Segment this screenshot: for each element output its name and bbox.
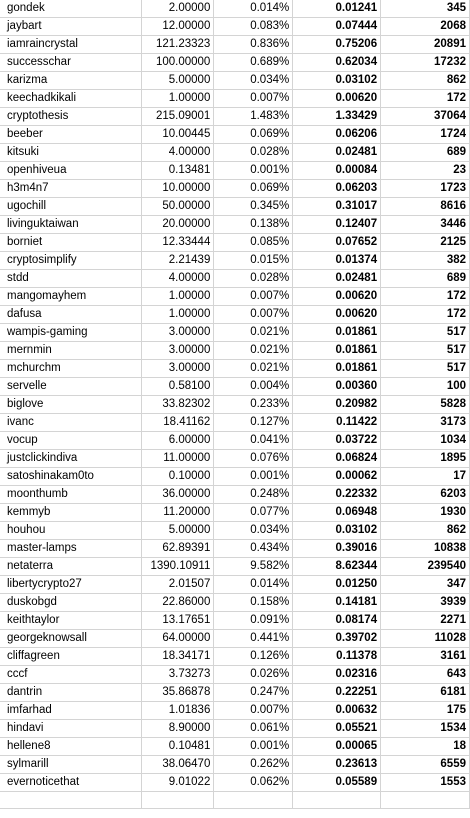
cell-amount[interactable]: 12.00000 [142,18,214,36]
cell-percent[interactable]: 0.034% [214,72,293,90]
cell-count[interactable]: 347 [381,576,470,594]
cell-count[interactable]: 6559 [381,756,470,774]
cell-percent[interactable]: 0.021% [214,324,293,342]
cell-name[interactable]: biglove [0,396,142,414]
cell-count[interactable]: 172 [381,306,470,324]
table-row [0,234,470,252]
cell-share[interactable]: 0.22332 [293,486,381,504]
cell-amount[interactable]: 3.00000 [142,360,214,378]
empty-cell[interactable] [293,792,381,809]
cell-name[interactable]: cccf [0,666,142,684]
cell-count[interactable]: 3161 [381,648,470,666]
empty-cell[interactable] [381,792,470,809]
cell-name[interactable]: vocup [0,432,142,450]
cell-name[interactable]: hindavi [0,720,142,738]
table-row [0,36,470,54]
cell-name[interactable]: beeber [0,126,142,144]
cell-amount[interactable]: 3.00000 [142,342,214,360]
cell-count[interactable]: 18 [381,738,470,756]
cell-count[interactable]: 2068 [381,18,470,36]
cell-amount[interactable]: 3.73273 [142,666,214,684]
cell-name[interactable]: moonthumb [0,486,142,504]
cell-name[interactable]: ugochill [0,198,142,216]
cell-amount[interactable]: 33.82302 [142,396,214,414]
cell-amount[interactable]: 18.34171 [142,648,214,666]
cell-count[interactable]: 172 [381,90,470,108]
cell-amount[interactable]: 18.41162 [142,414,214,432]
cell-name[interactable]: netaterra [0,558,142,576]
cell-name[interactable]: openhiveua [0,162,142,180]
cell-share[interactable]: 0.03102 [293,72,381,90]
cell-count[interactable]: 17232 [381,54,470,72]
cell-name[interactable]: gondek [0,0,142,18]
cell-percent[interactable]: 0.015% [214,252,293,270]
cell-share[interactable]: 0.00620 [293,90,381,108]
cell-percent[interactable]: 0.091% [214,612,293,630]
cell-name[interactable]: sylmarill [0,756,142,774]
cell-name[interactable]: stdd [0,270,142,288]
table-row [0,108,470,126]
cell-name[interactable]: borniet [0,234,142,252]
cell-count[interactable]: 1930 [381,504,470,522]
table-row [0,756,470,774]
cell-share[interactable]: 0.00065 [293,738,381,756]
cell-share[interactable]: 0.01250 [293,576,381,594]
cell-count[interactable]: 517 [381,360,470,378]
cell-share[interactable]: 0.00360 [293,378,381,396]
table-row [0,432,470,450]
cell-percent[interactable]: 0.007% [214,306,293,324]
cell-name[interactable]: kitsuki [0,144,142,162]
table-row [0,144,470,162]
cell-share[interactable]: 0.05589 [293,774,381,792]
cell-share[interactable]: 0.05521 [293,720,381,738]
cell-percent[interactable]: 0.001% [214,468,293,486]
cell-share[interactable]: 0.07652 [293,234,381,252]
table-row [0,270,470,288]
cell-name[interactable]: jaybart [0,18,142,36]
cell-amount[interactable]: 1.01836 [142,702,214,720]
cell-name[interactable]: dantrin [0,684,142,702]
cell-share[interactable]: 0.06948 [293,504,381,522]
table-row [0,342,470,360]
cell-count[interactable]: 3939 [381,594,470,612]
cell-percent[interactable]: 0.836% [214,36,293,54]
cell-count[interactable]: 17 [381,468,470,486]
cell-amount[interactable]: 10.00000 [142,180,214,198]
cell-name[interactable]: mernmin [0,342,142,360]
table-row [0,630,470,648]
cell-share[interactable]: 1.33429 [293,108,381,126]
cell-count[interactable]: 6203 [381,486,470,504]
cell-percent[interactable]: 0.007% [214,90,293,108]
table-row [0,558,470,576]
cell-share[interactable]: 0.03722 [293,432,381,450]
cell-percent[interactable]: 0.069% [214,180,293,198]
cell-amount[interactable]: 2.00000 [142,0,214,18]
cell-percent[interactable]: 0.248% [214,486,293,504]
cell-count[interactable]: 3446 [381,216,470,234]
cell-percent[interactable]: 0.021% [214,360,293,378]
table-row [0,414,470,432]
cell-percent[interactable]: 0.001% [214,738,293,756]
table-row [0,288,470,306]
cell-share[interactable]: 0.14181 [293,594,381,612]
cell-percent[interactable]: 0.028% [214,144,293,162]
cell-count[interactable]: 2125 [381,234,470,252]
cell-count[interactable]: 23 [381,162,470,180]
cell-amount[interactable]: 3.00000 [142,324,214,342]
table-row [0,612,470,630]
cell-share[interactable]: 0.00084 [293,162,381,180]
cell-count[interactable]: 862 [381,72,470,90]
cell-count[interactable]: 1034 [381,432,470,450]
cell-amount[interactable]: 1.00000 [142,288,214,306]
cell-name[interactable]: georgeknowsall [0,630,142,648]
cell-name[interactable]: justclickindiva [0,450,142,468]
cell-amount[interactable]: 62.89391 [142,540,214,558]
cell-count[interactable]: 37064 [381,108,470,126]
cell-count[interactable]: 100 [381,378,470,396]
table-row [0,162,470,180]
cell-share[interactable]: 0.00620 [293,288,381,306]
table-row [0,378,470,396]
cell-percent[interactable]: 0.026% [214,666,293,684]
cell-name[interactable]: cliffagreen [0,648,142,666]
cell-amount[interactable]: 20.00000 [142,216,214,234]
cell-amount[interactable]: 4.00000 [142,270,214,288]
cell-name[interactable]: mangomayhem [0,288,142,306]
table-row [0,216,470,234]
cell-count[interactable]: 1553 [381,774,470,792]
cell-count[interactable]: 1534 [381,720,470,738]
cell-amount[interactable]: 2.21439 [142,252,214,270]
cell-amount[interactable]: 5.00000 [142,522,214,540]
cell-amount[interactable]: 13.17651 [142,612,214,630]
cell-percent[interactable]: 0.041% [214,432,293,450]
cell-percent[interactable]: 0.158% [214,594,293,612]
cell-count[interactable]: 1723 [381,180,470,198]
cell-share[interactable]: 0.39702 [293,630,381,648]
table-row [0,360,470,378]
cell-percent[interactable]: 0.441% [214,630,293,648]
cell-percent[interactable]: 0.062% [214,774,293,792]
table-row [0,450,470,468]
cell-amount[interactable]: 6.00000 [142,432,214,450]
cell-name[interactable]: keithtaylor [0,612,142,630]
cell-count[interactable]: 345 [381,0,470,18]
cell-share[interactable]: 0.39016 [293,540,381,558]
table-row [0,0,470,18]
table-row [0,126,470,144]
table-row [0,648,470,666]
cell-percent[interactable]: 0.233% [214,396,293,414]
cell-share[interactable]: 0.00620 [293,306,381,324]
cell-count[interactable]: 175 [381,702,470,720]
cell-count[interactable]: 689 [381,270,470,288]
cell-share[interactable]: 0.01241 [293,0,381,18]
table-row [0,486,470,504]
cell-share[interactable]: 0.02481 [293,144,381,162]
cell-share[interactable]: 0.06824 [293,450,381,468]
cell-name[interactable]: cryptothesis [0,108,142,126]
cell-count[interactable]: 20891 [381,36,470,54]
cell-share[interactable]: 0.08174 [293,612,381,630]
cell-percent[interactable]: 0.077% [214,504,293,522]
cell-share[interactable]: 0.31017 [293,198,381,216]
cell-share[interactable]: 0.01861 [293,360,381,378]
cell-amount[interactable]: 121.23323 [142,36,214,54]
cell-amount[interactable]: 100.00000 [142,54,214,72]
cell-share[interactable]: 0.02316 [293,666,381,684]
cell-amount[interactable]: 22.86000 [142,594,214,612]
cell-share[interactable]: 0.01861 [293,342,381,360]
cell-amount[interactable]: 11.00000 [142,450,214,468]
cell-count[interactable]: 5828 [381,396,470,414]
table-row [0,396,470,414]
empty-cell[interactable] [0,792,142,809]
cell-share[interactable]: 0.01861 [293,324,381,342]
cell-count[interactable]: 689 [381,144,470,162]
cell-share[interactable]: 0.75206 [293,36,381,54]
table-row [0,54,470,72]
cell-amount[interactable]: 11.20000 [142,504,214,522]
cell-count[interactable]: 172 [381,288,470,306]
table-row [0,522,470,540]
cell-percent[interactable]: 0.689% [214,54,293,72]
cell-amount[interactable]: 50.00000 [142,198,214,216]
cell-percent[interactable]: 0.262% [214,756,293,774]
table-row [0,90,470,108]
cell-share[interactable]: 0.12407 [293,216,381,234]
cell-amount[interactable]: 1.00000 [142,306,214,324]
cell-count[interactable]: 11028 [381,630,470,648]
cell-percent[interactable]: 0.014% [214,576,293,594]
table-row [0,252,470,270]
cell-share[interactable]: 8.62344 [293,558,381,576]
cell-count[interactable]: 3173 [381,414,470,432]
cell-amount[interactable]: 38.06470 [142,756,214,774]
table-row [0,324,470,342]
cell-percent[interactable]: 0.007% [214,702,293,720]
cell-name[interactable]: imfarhad [0,702,142,720]
cell-percent[interactable]: 0.138% [214,216,293,234]
cell-name[interactable]: karizma [0,72,142,90]
cell-amount[interactable]: 1390.10911 [142,558,214,576]
cell-name[interactable]: servelle [0,378,142,396]
cell-amount[interactable]: 4.00000 [142,144,214,162]
cell-name[interactable]: successchar [0,54,142,72]
cell-amount[interactable]: 64.00000 [142,630,214,648]
cell-count[interactable]: 2271 [381,612,470,630]
cell-amount[interactable]: 0.58100 [142,378,214,396]
cell-count[interactable]: 239540 [381,558,470,576]
cell-share[interactable]: 0.11378 [293,648,381,666]
cell-share[interactable]: 0.06203 [293,180,381,198]
cell-name[interactable]: mchurchm [0,360,142,378]
cell-percent[interactable]: 9.582% [214,558,293,576]
cell-percent[interactable]: 0.126% [214,648,293,666]
table-row [0,504,470,522]
cell-name[interactable]: duskobgd [0,594,142,612]
cell-name[interactable]: cryptosimplify [0,252,142,270]
table-row [0,774,470,792]
table-row [0,738,470,756]
cell-name[interactable]: kemmyb [0,504,142,522]
cell-count[interactable]: 643 [381,666,470,684]
cell-amount[interactable]: 36.00000 [142,486,214,504]
table-row [0,540,470,558]
cell-name[interactable]: satoshinakam0to [0,468,142,486]
empty-cell[interactable] [214,792,293,809]
cell-name[interactable]: keechadkikali [0,90,142,108]
empty-row [0,792,470,809]
cell-share[interactable]: 0.01374 [293,252,381,270]
cell-amount[interactable]: 9.01022 [142,774,214,792]
table-row [0,666,470,684]
cell-name[interactable]: libertycrypto27 [0,576,142,594]
cell-percent[interactable]: 0.028% [214,270,293,288]
cell-count[interactable]: 517 [381,324,470,342]
cell-percent[interactable]: 0.004% [214,378,293,396]
cell-amount[interactable]: 5.00000 [142,72,214,90]
cell-name[interactable]: dafusa [0,306,142,324]
cell-count[interactable]: 862 [381,522,470,540]
cell-count[interactable]: 6181 [381,684,470,702]
cell-amount[interactable]: 215.09001 [142,108,214,126]
cell-amount[interactable]: 0.13481 [142,162,214,180]
cell-amount[interactable]: 12.33444 [142,234,214,252]
table-row [0,684,470,702]
cell-name[interactable]: iamraincrystal [0,36,142,54]
cell-name[interactable]: ivanc [0,414,142,432]
table-row [0,306,470,324]
cell-name[interactable]: hellene8 [0,738,142,756]
cell-percent[interactable]: 1.483% [214,108,293,126]
table-row [0,576,470,594]
cell-amount[interactable]: 2.01507 [142,576,214,594]
cell-count[interactable]: 382 [381,252,470,270]
cell-name[interactable]: wampis-gaming [0,324,142,342]
cell-share[interactable]: 0.02481 [293,270,381,288]
table-row [0,720,470,738]
empty-cell[interactable] [142,792,214,809]
cell-percent[interactable]: 0.085% [214,234,293,252]
cell-amount[interactable]: 0.10000 [142,468,214,486]
cell-count[interactable]: 1724 [381,126,470,144]
cell-percent[interactable]: 0.021% [214,342,293,360]
cell-percent[interactable]: 0.434% [214,540,293,558]
cell-percent[interactable]: 0.001% [214,162,293,180]
cell-percent[interactable]: 0.247% [214,684,293,702]
table-row [0,468,470,486]
cell-count[interactable]: 1895 [381,450,470,468]
cell-percent[interactable]: 0.007% [214,288,293,306]
cell-share[interactable]: 0.11422 [293,414,381,432]
cell-share[interactable]: 0.07444 [293,18,381,36]
cell-share[interactable]: 0.03102 [293,522,381,540]
cell-share[interactable]: 0.20982 [293,396,381,414]
cell-share[interactable]: 0.06206 [293,126,381,144]
cell-percent[interactable]: 0.127% [214,414,293,432]
cell-share[interactable]: 0.00632 [293,702,381,720]
cell-amount[interactable]: 1.00000 [142,90,214,108]
cell-count[interactable]: 10838 [381,540,470,558]
cell-amount[interactable]: 8.90000 [142,720,214,738]
cell-amount[interactable]: 10.00445 [142,126,214,144]
table-row [0,198,470,216]
cell-share[interactable]: 0.62034 [293,54,381,72]
table-row [0,180,470,198]
cell-name[interactable]: evernoticethat [0,774,142,792]
cell-percent[interactable]: 0.345% [214,198,293,216]
cell-amount[interactable]: 0.10481 [142,738,214,756]
cell-percent[interactable]: 0.083% [214,18,293,36]
cell-count[interactable]: 8616 [381,198,470,216]
cell-amount[interactable]: 35.86878 [142,684,214,702]
cell-name[interactable]: livinguktaiwan [0,216,142,234]
table-row [0,594,470,612]
cell-percent[interactable]: 0.069% [214,126,293,144]
cell-share[interactable]: 0.00062 [293,468,381,486]
cell-name[interactable]: master-lamps [0,540,142,558]
cell-percent[interactable]: 0.014% [214,0,293,18]
cell-percent[interactable]: 0.061% [214,720,293,738]
cell-share[interactable]: 0.22251 [293,684,381,702]
table-row [0,72,470,90]
cell-percent[interactable]: 0.034% [214,522,293,540]
table-row [0,702,470,720]
cell-name[interactable]: h3m4n7 [0,180,142,198]
table-row [0,18,470,36]
cell-name[interactable]: houhou [0,522,142,540]
cell-count[interactable]: 517 [381,342,470,360]
cell-percent[interactable]: 0.076% [214,450,293,468]
cell-share[interactable]: 0.23613 [293,756,381,774]
